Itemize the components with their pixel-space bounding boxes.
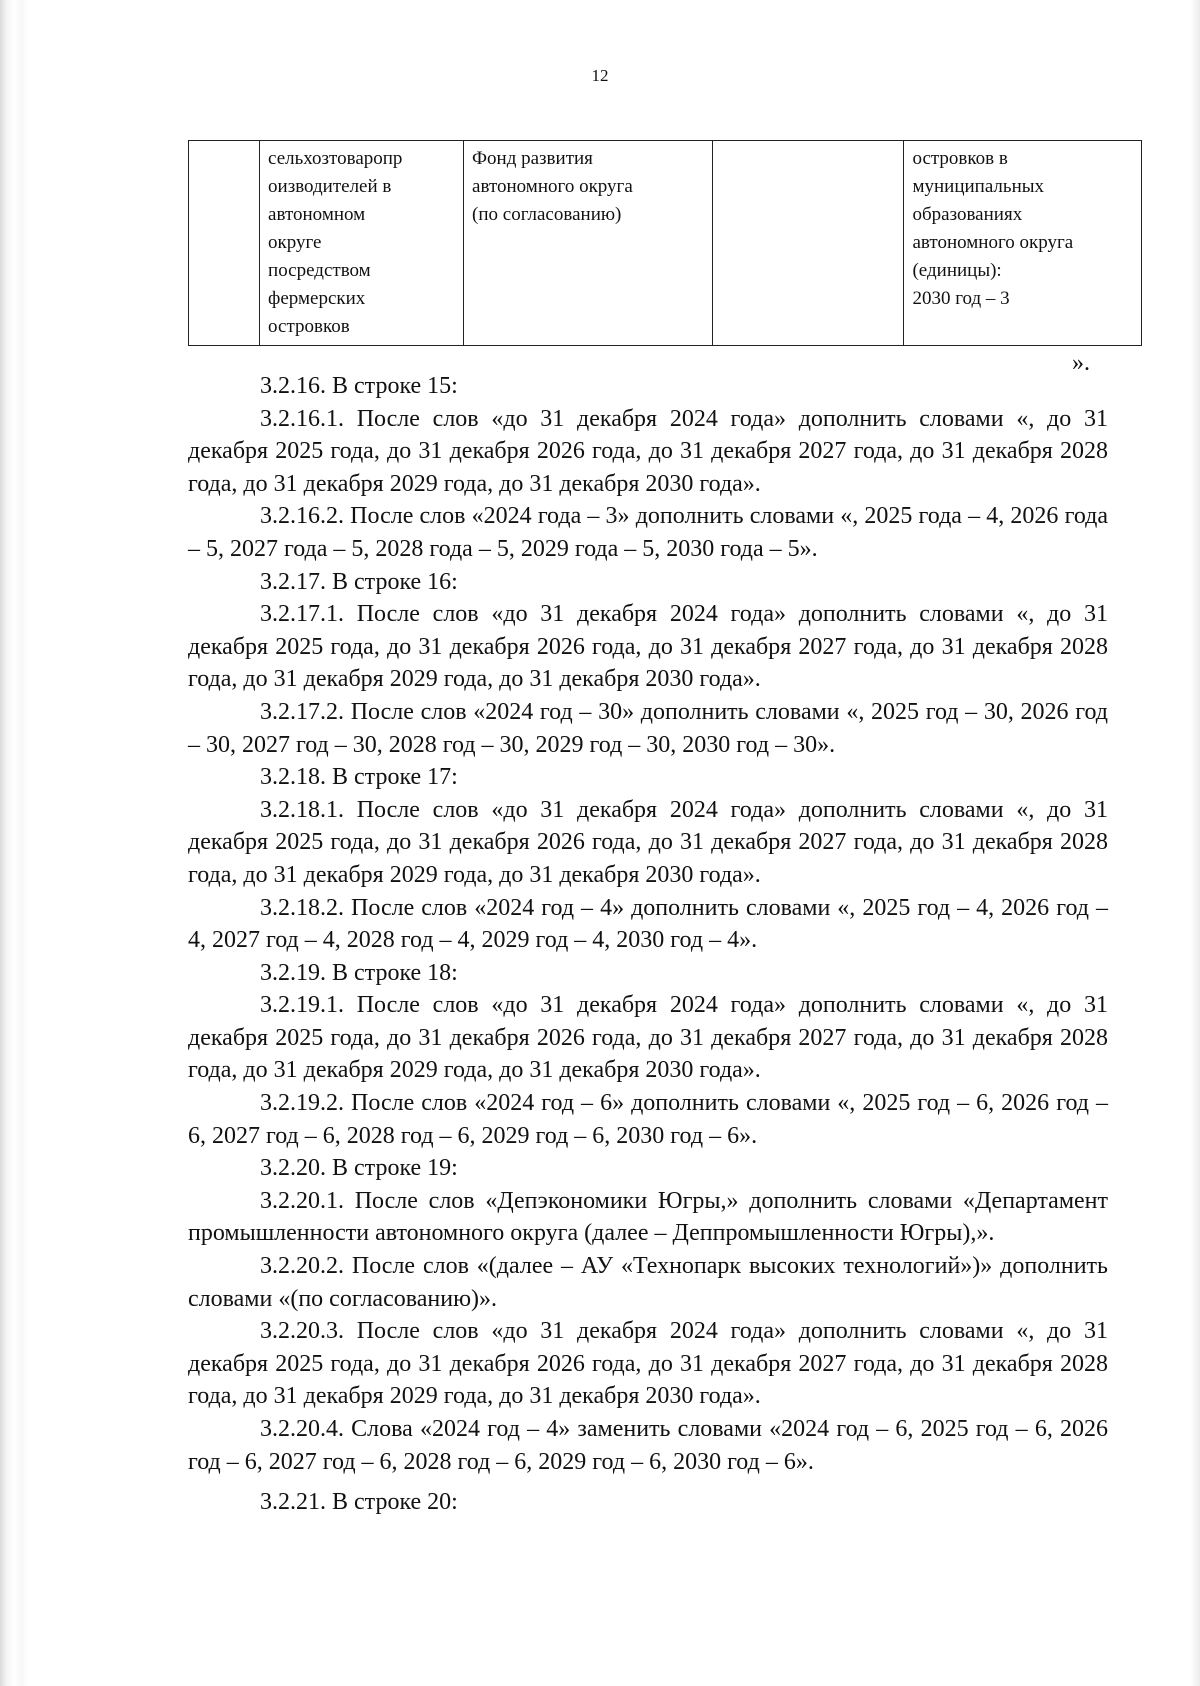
paragraph: 3.2.21. В строке 20: [260, 1489, 458, 1516]
paragraph: 3.2.16.1. После слов «до 31 декабря 2024 года» дополнить словами «, до 31 декабря 2025 года, до 31 декабря 2026 года, до 31 декабря 2027 года, до 31 декабря 2028 года, до 31 декабря 2029 года, до 31 декабря 2030 года». [188, 405, 1108, 497]
paragraph: 3.2.20.2. После слов «(далее – АУ «Технопарк высоких технологий»)» дополнить словами «(по согласованию)». [188, 1253, 1108, 1312]
paragraph: 3.2.20.4. Слова «2024 год – 4» заменить словами «2024 год – 6, 2025 год – 6, 2026 год – 6, 2027 год – 6, 2028 год – 6, 2029 год – 6, 2030 год – 6». [188, 1416, 1108, 1475]
table-row [189, 141, 1142, 346]
paragraph: 3.2.18. В строке 17: [260, 764, 458, 791]
table-closing-mark: ». [1072, 350, 1090, 376]
paragraph: 3.2.20.3. После слов «до 31 декабря 2024 года» дополнить словами «, до 31 декабря 2025 года, до 31 декабря 2026 года, до 31 декабря 2027 года, до 31 декабря 2028 года, до 31 декабря 2029 года, до 31 декабря 2030 года». [188, 1318, 1108, 1410]
paragraph: 3.2.18.2. После слов «2024 год – 4» дополнить словами «, 2025 год – 4, 2026 год – 4, 2027 год – 4, 2028 год – 4, 2029 год – 4, 2030 год – 4». [188, 894, 1108, 954]
paragraph: 3.2.17.1. После слов «до 31 декабря 2024 года» дополнить словами «, до 31 декабря 2025 года, до 31 декабря 2026 года, до 31 декабря 2027 года, до 31 декабря 2028 года, до 31 декабря 2029 года, до 31 декабря 2030 года». [188, 601, 1108, 693]
paragraph: 3.2.16.2. После слов «2024 года – 3» дополнить словами «, 2025 года – 4, 2026 года – 5, 2027 года – 5, 2028 года – 5, 2029 года – 5, 2030 года – 5». [188, 503, 1108, 562]
table-cell-activity: сельхозтоваропр оизводителей в автономном округе посредством фермерских островков [260, 141, 464, 346]
table-cell-executor: Фонд развития автономного округа (по согласованию) [464, 141, 713, 346]
document-body [188, 370, 1108, 1519]
paragraph: 3.2.17. В строке 16: [260, 568, 458, 595]
paragraph: 3.2.19.2. После слов «2024 год – 6» дополнить словами «, 2025 год – 6, 2026 год – 6, 2027 год – 6, 2028 год – 6, 2029 год – 6, 2030 год – 6». [188, 1090, 1108, 1149]
scan-edge-right [1160, 0, 1200, 1686]
page-number: 12 [591, 66, 609, 85]
table-cell-number [189, 141, 260, 346]
table-cell-indicator: островков в муниципальных образованиях автономного округа (единицы): 2030 год – 3 [904, 141, 1142, 346]
paragraph: 3.2.19. В строке 18: [260, 959, 458, 986]
table-continuation [188, 140, 1142, 346]
paragraph: 3.2.18.1. После слов «до 31 декабря 2024 года» дополнить словами «, до 31 декабря 2025 года, до 31 декабря 2026 года, до 31 декабря 2027 года, до 31 декабря 2028 года, до 31 декабря 2029 года, до 31 декабря 2030 года». [188, 796, 1108, 888]
paragraph: 3.2.16. В строке 15: [260, 373, 458, 399]
scan-edge-left [0, 0, 28, 1686]
table-cell-deadline [712, 141, 904, 346]
paragraph: 3.2.20. В строке 19: [260, 1155, 458, 1182]
paragraph: 3.2.20.1. После слов «Депэкономики Югры,» дополнить словами «Департамент промышленности автономного округа (далее – Деппромышленности Югры),». [188, 1187, 1108, 1247]
paragraph: 3.2.17.2. После слов «2024 год – 30» дополнить словами «, 2025 год – 30, 2026 год – 30, 2027 год – 30, 2028 год – 30, 2029 год – 30, 2030 год – 30». [188, 698, 1108, 758]
paragraph: 3.2.19.1. После слов «до 31 декабря 2024 года» дополнить словами «, до 31 декабря 2025 года, до 31 декабря 2026 года, до 31 декабря 2027 года, до 31 декабря 2028 года, до 31 декабря 2029 года, до 31 декабря 2030 года». [188, 992, 1108, 1084]
